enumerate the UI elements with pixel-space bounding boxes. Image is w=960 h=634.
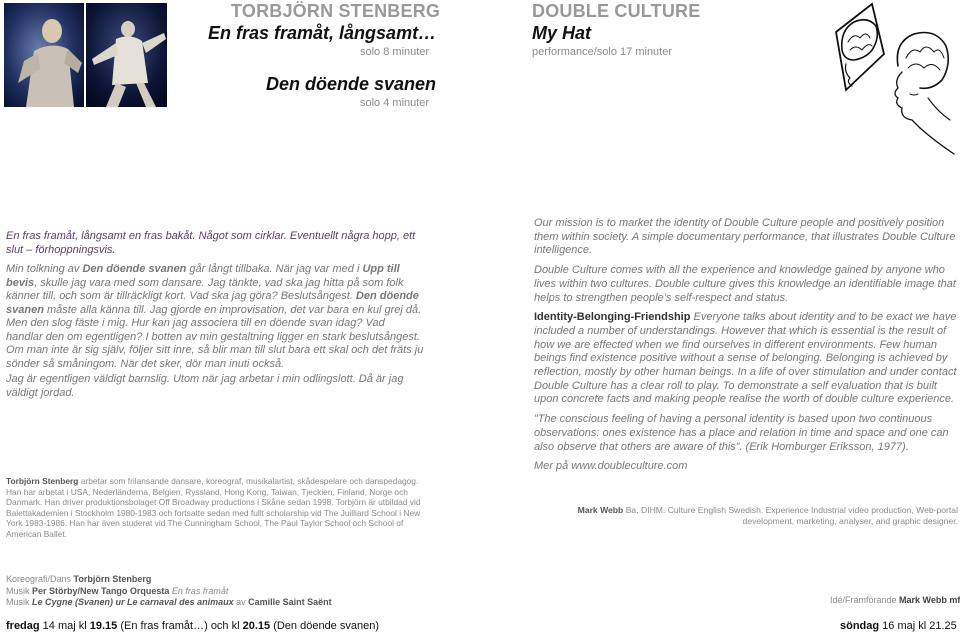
text-span: Den döende svanen: [6, 290, 419, 316]
credit-name: Camille Saint Saënt: [248, 597, 332, 607]
credit-label: Musik: [6, 597, 33, 607]
right-credit: [830, 595, 960, 605]
performance-duration: performance/solo 17 minuter: [532, 46, 673, 58]
text-span: måste alla känna till. Jag gjorde en improvisation, det var bara en kul grej då. Men den slog fäste i mig. Hur kan jag associera till en döende svan idag? Vad handlar den om egentligen? I botten av min gestaltning ligger en stark beslutsångest. Om man inte är sig själv, följer sitt inre, så blir man till slut bara ett skal och det fräts ju sönder så småningom. När det sker, dör man inuti också.: [6, 303, 424, 370]
identity-label: Identity-Belonging-Friendship: [534, 311, 691, 324]
date-text: (En fras framåt…) och kl: [117, 620, 243, 632]
more-info-link[interactable]: Mer på www.doubleculture.com: [534, 460, 688, 473]
bio-text: Ba, DIHM. Culture English Swedish. Experience Industrial video production, Web-portal development, marketing, analyser, and graphic designer.: [623, 505, 958, 526]
artist-name: TORBJÖRN STENBERG: [231, 1, 441, 21]
text-span: , skulle jag vara med som dansare. Jag tänkte, vad ska jag hitta på som folk känner till, och som är tillräckligt kort. Vad ska jag göra? Beslutsångest.: [6, 276, 404, 302]
bio-text: arbetar som frilansande dansare, koreograf, musikalartist, skådespelare och danspedagog. Han har arbetat i USA, Nederländerna, Belgien, Ryssland, Hong Kong, Taiwan, Tjeckien, Finland, Norge och Danmark. Han driver produktionsbolaget Off Broadway productions i Skåne sedan 1998. Torbjörn är utbildad vid Balettakademien i Stockholm 1980-1983 och fortsatte sedan med fullt scholarship vid The Juilliard School i New York 1983-1986. Han har även studerat vid The Cunningham School, The Paul Taylor School och School of American Ballet.: [6, 476, 421, 539]
dancer-photo-2: [86, 3, 167, 107]
piece-1-duration: solo 8 minuter: [360, 46, 430, 58]
interpretation-text: [6, 263, 424, 371]
piece-2-duration: solo 4 minuter: [360, 97, 430, 109]
date-text: 14 maj kl: [39, 620, 90, 632]
bio-name: Mark Webb: [577, 505, 624, 515]
company-name: DOUBLE CULTURE: [532, 1, 701, 21]
personal-text: Jag är egentligen väldigt barnslig. Utom när jag arbetar i min odlingslott. Då är jag väldigt jordad.: [6, 373, 404, 399]
text-span: Den döende svanen: [82, 263, 187, 275]
date-day: söndag: [840, 620, 880, 632]
text-span: Upp till bevis: [6, 263, 400, 289]
credit-label: av: [233, 597, 249, 607]
date-time: 19.15: [89, 620, 118, 632]
bio-name: Torbjörn Stenberg: [6, 476, 79, 486]
credit-music-1: [6, 586, 446, 598]
right-performance-date: [840, 620, 957, 632]
left-body: [6, 230, 424, 402]
credit-choreography: [6, 574, 446, 586]
double-culture-text: Double Culture comes with all the experience and knowledge gained by anyone who lives within two cultures. Double culture gives this knowledge an identifiable image that helps to strengthen people’s self-respect and status.: [534, 264, 956, 304]
date-time: 20.15: [242, 620, 271, 632]
credit-label: Koreografi/Dans: [6, 574, 74, 584]
piece-2-title: Den döende svanen: [266, 74, 437, 94]
right-body: [534, 217, 958, 480]
credit-name: Per Störby/New Tango Orquesta: [32, 585, 170, 596]
left-credits: [6, 574, 446, 609]
intro-text: En fras framåt, långsamt en fras bakåt. Något som cirklar. Eventuellt några hopp, ett slut – förhoppningsvis.: [6, 230, 416, 256]
credit-work: En fras framåt: [169, 585, 229, 596]
piece-1-title: En fras framåt, långsamt…: [208, 23, 437, 43]
credit-work: Le Cygne (Svanen) ur Le carnaval des animaux: [32, 597, 234, 607]
date-day: fredag: [6, 620, 40, 632]
performance-title: My Hat: [532, 23, 592, 43]
credit-music-2: [6, 597, 446, 609]
identity-text: [534, 311, 958, 407]
credit-name: Mark Webb mf: [899, 595, 960, 605]
mission-text: Our mission is to market the identity of Double Culture people and positively position them within society. A simple documentary performance, that illustrates Double Culture intelligence.: [534, 217, 956, 257]
left-performance-date: [6, 620, 379, 632]
credit-name: Torbjörn Stenberg: [73, 574, 152, 584]
date-text: 16 maj kl 21.25: [879, 620, 957, 632]
identity-body: Everyone talks about identity and to be exact we have included a number of understandings. However that which is essential is the result of how we are effected when we find ourselves in different environments. Few human beings find existence positive without a sense of belonging. Belonging is achieved by reflection, mostly by other human beings. In a life of over stimulation and under contact Double Culture has a clear roll to play. To demonstrate a self evaluation that is built upon concrete facts and making people realise the worth of double culture experience.: [534, 311, 957, 406]
left-bio: [6, 476, 432, 540]
quote-text: ”The conscious feeling of having a personal identity is based upon two continuous observations: ones existence has a place and relation in time and space and one can also observe that others are aware of this”. (Erik Homburger Eriksson, 1977).: [534, 413, 949, 453]
credit-label: Musik: [6, 585, 33, 596]
date-text: (Den döende svanen): [270, 620, 379, 632]
brain-head-drawing: [828, 2, 960, 162]
text-span: Min tolkning av: [6, 263, 83, 275]
credit-label: Idé/Framförande: [830, 595, 900, 605]
dancer-photo-1: [4, 3, 84, 107]
right-bio: [560, 505, 958, 526]
text-span: går långt tillbaka. När jag var med i: [186, 263, 363, 275]
